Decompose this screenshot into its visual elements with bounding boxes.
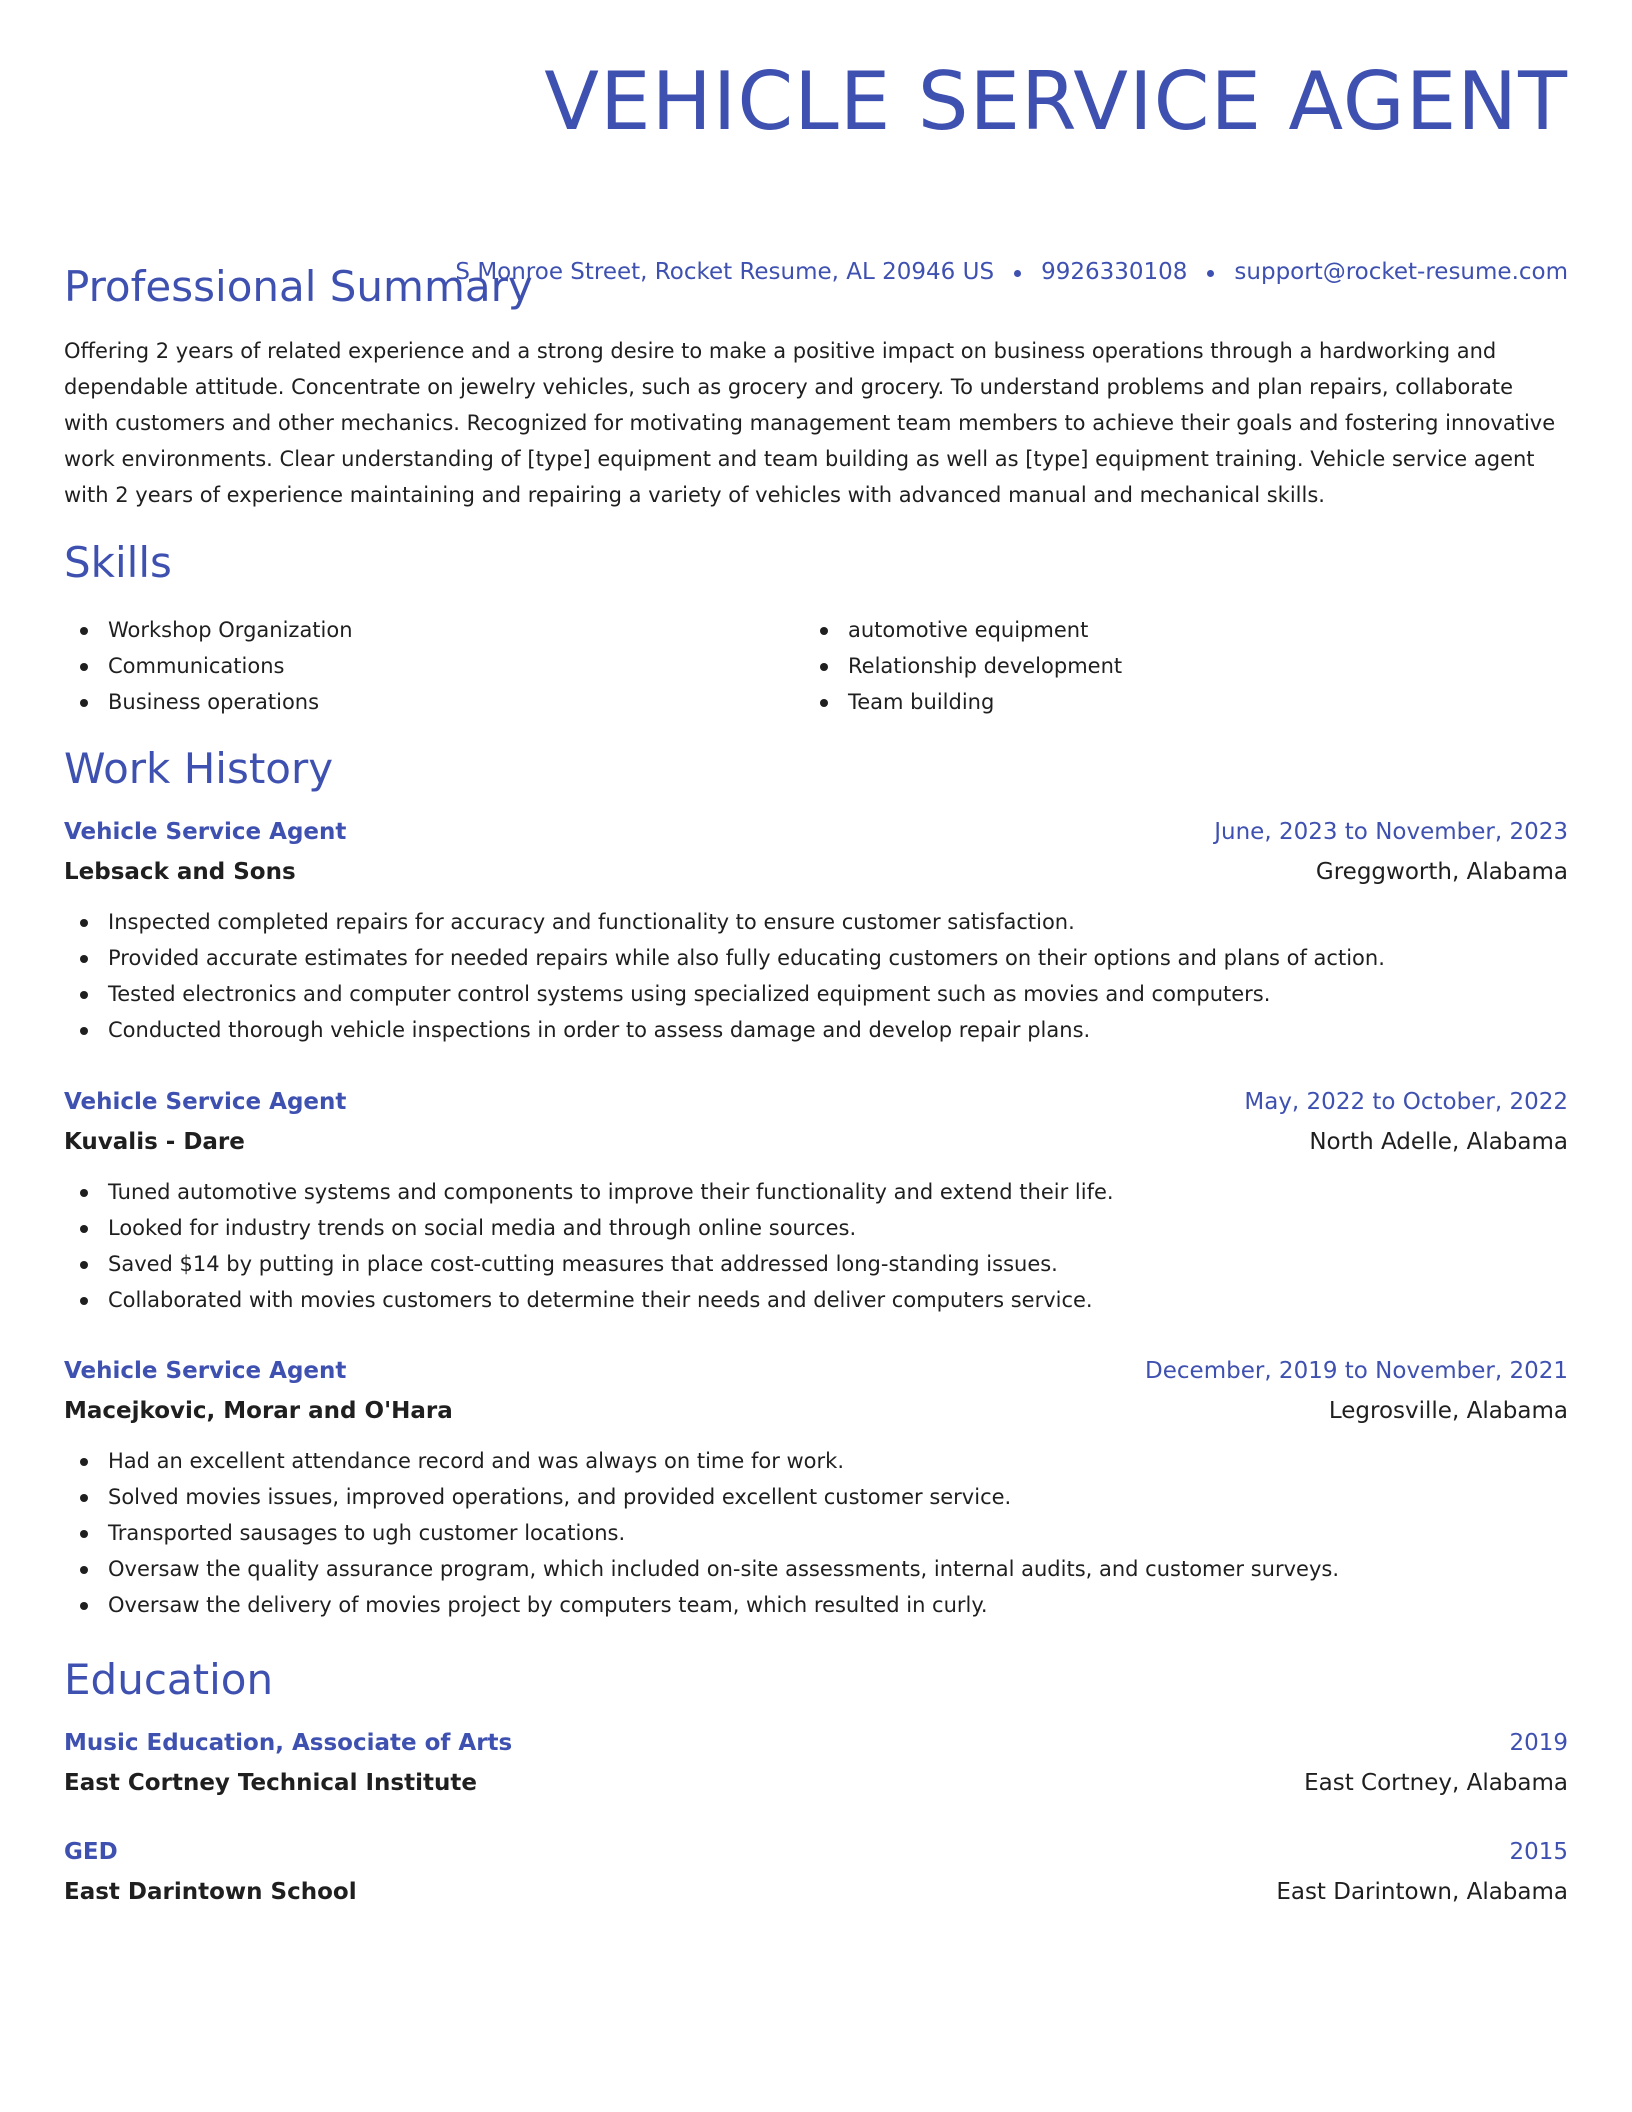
job-bullets xyxy=(64,1443,1568,1623)
skill-item: Relationship development xyxy=(804,648,1544,684)
section-title-education: Education xyxy=(64,1655,274,1704)
job-location: Legrosville, Alabama xyxy=(1328,1398,1568,1424)
job-bullet: Collaborated with movies customers to determine their needs and deliver computers service. xyxy=(64,1282,1568,1318)
job-bullet: Oversaw the delivery of movies project by computers team, which resulted in curly. xyxy=(64,1587,1568,1623)
education-degree: GED xyxy=(64,1839,118,1865)
candidate-name: VEHICLE SERVICE AGENT xyxy=(544,55,1568,148)
skill-item: Business operations xyxy=(64,684,804,720)
skill-item: Team building xyxy=(804,684,1544,720)
job-bullet: Oversaw the quality assurance program, which included on-site assessments, internal audits, and customer surveys. xyxy=(64,1551,1568,1587)
contact-info xyxy=(455,252,1568,292)
job-location: North Adelle, Alabama xyxy=(1309,1129,1568,1155)
job-header xyxy=(64,1351,1568,1391)
education-subheader xyxy=(64,1872,1568,1912)
job-bullets xyxy=(64,1174,1568,1318)
summary-text: Offering 2 years of related experience and a strong desire to make a positive impact on business operations through a hardworking and dependable attitude. Concentrate on jewelry vehicles, such as grocery and grocery. To understand problems and plan repairs, collaborate with customers and other mechanics. Recognized for motivating management team members to achieve their goals and fostering innovative work environments. Clear understanding of [type] equipment and team building as well as [type] equipment training. Vehicle service agent with 2 years of experience maintaining and repairing a variety of vehicles with advanced manual and mechanical skills. xyxy=(64,339,1556,507)
skill-item: Workshop Organization xyxy=(64,612,804,648)
job-bullet: Tested electronics and computer control systems using specialized equipment such as movies and computers. xyxy=(64,976,1568,1012)
skill-item: Communications xyxy=(64,648,804,684)
education-header xyxy=(64,1832,1568,1872)
job-subheader xyxy=(64,1391,1568,1431)
job-bullet: Provided accurate estimates for needed repairs while also fully educating customers on their options and plans of action. xyxy=(64,940,1568,976)
job-title: Vehicle Service Agent xyxy=(64,1089,347,1115)
job-entry xyxy=(64,812,1568,1048)
separator-dot xyxy=(1207,270,1214,277)
education-degree: Music Education, Associate of Arts xyxy=(64,1730,513,1756)
job-employer: Kuvalis - Dare xyxy=(64,1129,245,1155)
contact-address: S Monroe Street, Rocket Resume, AL 20946 US xyxy=(455,259,995,285)
job-title: Vehicle Service Agent xyxy=(64,819,347,845)
job-bullet: Had an excellent attendance record and was always on time for work. xyxy=(64,1443,1568,1479)
section-title-skills: Skills xyxy=(64,538,172,587)
job-bullet: Inspected completed repairs for accuracy and functionality to ensure customer satisfaction. xyxy=(64,904,1568,940)
job-entry xyxy=(64,1082,1568,1318)
job-dates: June, 2023 to November, 2023 xyxy=(1214,819,1568,845)
education-school: East Darintown School xyxy=(64,1879,357,1905)
section-title-work: Work History xyxy=(64,744,334,793)
education-school: East Cortney Technical Institute xyxy=(64,1770,477,1796)
job-employer: Macejkovic, Morar and O'Hara xyxy=(64,1398,453,1424)
education-location: East Darintown, Alabama xyxy=(1276,1879,1568,1905)
job-subheader xyxy=(64,1122,1568,1162)
education-entry xyxy=(64,1832,1568,1912)
skill-item: automotive equipment xyxy=(804,612,1544,648)
separator-dot xyxy=(1014,270,1021,277)
job-header xyxy=(64,812,1568,852)
education-location: East Cortney, Alabama xyxy=(1304,1770,1568,1796)
education-entry xyxy=(64,1723,1568,1803)
job-entry xyxy=(64,1351,1568,1623)
skills-list xyxy=(64,612,1568,720)
contact-email[interactable]: support@rocket-resume.com xyxy=(1234,259,1568,285)
job-bullet: Transported sausages to ugh customer locations. xyxy=(64,1515,1568,1551)
job-bullet: Tuned automotive systems and components to improve their functionality and extend their life. xyxy=(64,1174,1568,1210)
education-subheader xyxy=(64,1763,1568,1803)
skills-column-left xyxy=(64,612,804,720)
job-bullet: Conducted thorough vehicle inspections in order to assess damage and develop repair plans. xyxy=(64,1012,1568,1048)
job-location: Greggworth, Alabama xyxy=(1315,859,1568,885)
job-dates: May, 2022 to October, 2022 xyxy=(1244,1089,1568,1115)
contact-phone: 9926330108 xyxy=(1041,259,1188,285)
education-year: 2015 xyxy=(1509,1839,1568,1865)
job-title: Vehicle Service Agent xyxy=(64,1358,347,1384)
job-bullets xyxy=(64,904,1568,1048)
job-header xyxy=(64,1082,1568,1122)
job-bullet: Saved $14 by putting in place cost-cutting measures that addressed long-standing issues. xyxy=(64,1246,1568,1282)
education-year: 2019 xyxy=(1509,1730,1568,1756)
job-subheader xyxy=(64,852,1568,892)
section-title-summary: Professional Summary xyxy=(64,262,533,311)
job-employer: Lebsack and Sons xyxy=(64,859,296,885)
job-bullet: Solved movies issues, improved operations, and provided excellent customer service. xyxy=(64,1479,1568,1515)
education-header xyxy=(64,1723,1568,1763)
skills-column-right xyxy=(804,612,1544,720)
job-dates: December, 2019 to November, 2021 xyxy=(1145,1358,1568,1384)
job-bullet: Looked for industry trends on social media and through online sources. xyxy=(64,1210,1568,1246)
